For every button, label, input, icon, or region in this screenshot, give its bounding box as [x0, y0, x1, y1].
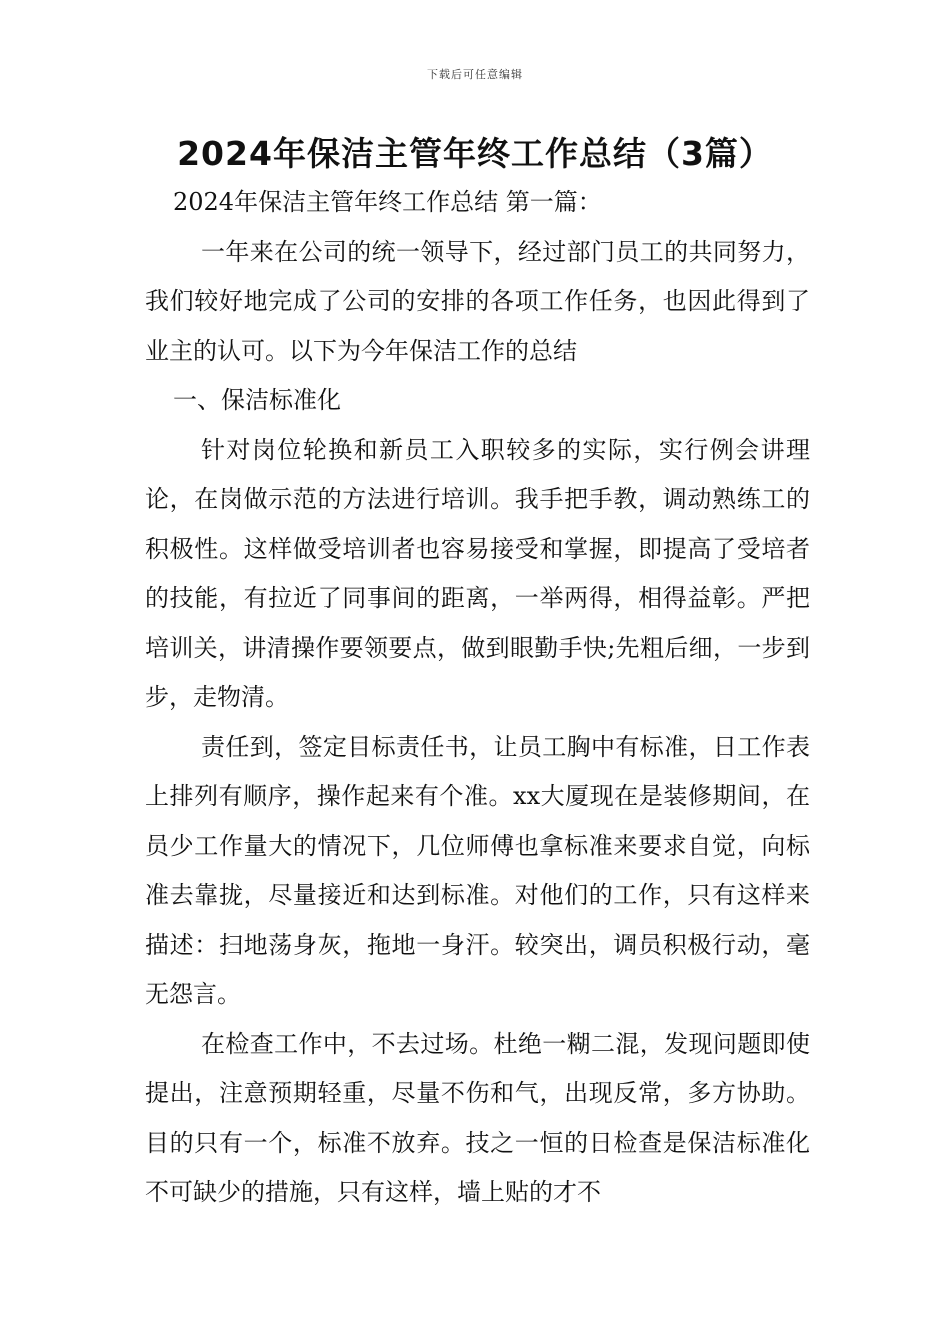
paragraph-responsibility: 责任到，签定目标责任书，让员工胸中有标准，日工作表上排列有顺序，操作起来有个准。xx大厦现在是装修期间，在员少工作量大的情况下，几位师傅也拿标准来要求自觉，向标准去靠拢，尽量接近和达到标准。对他们的工作，只有这样来描述：扫地荡身灰，拖地一身汗。较突出，调员积极行动，毫无怨言。 [145, 732, 810, 1008]
section-heading: 一、保洁标准化 [173, 386, 341, 414]
document-title: 2024年保洁主管年终工作总结（3篇） [177, 134, 773, 173]
header-note: 下载后可任意编辑 [427, 68, 523, 81]
paragraph-intro: 一年来在公司的统一领导下，经过部门员工的共同努力，我们较好地完成了公司的安排的各项工作任务，也因此得到了业主的认可。以下为今年保洁工作的总结 [145, 237, 810, 365]
section-subtitle: 2024年保洁主管年终工作总结 第一篇： [173, 188, 602, 216]
document-body [145, 178, 810, 1218]
paragraph-training: 针对岗位轮换和新员工入职较多的实际，实行例会讲理论，在岗做示范的方法进行培训。我手把手教，调动熟练工的积极性。这样做受培训者也容易接受和掌握，即提高了受培者的技能，有拉近了同事间的距离，一举两得，相得益彰。严把培训关，讲清操作要领要点，做到眼勤手快;先粗后细，一步到步，走物清。 [145, 435, 810, 711]
paragraph-inspection: 在检查工作中，不去过场。杜绝一糊二混，发现问题即使提出，注意预期轻重，尽量不伤和气，出现反常，多方协助。目的只有一个，标准不放弃。技之一恒的日检查是保洁标准化不可缺少的措施，只有这样，墙上贴的才不 [145, 1029, 810, 1206]
